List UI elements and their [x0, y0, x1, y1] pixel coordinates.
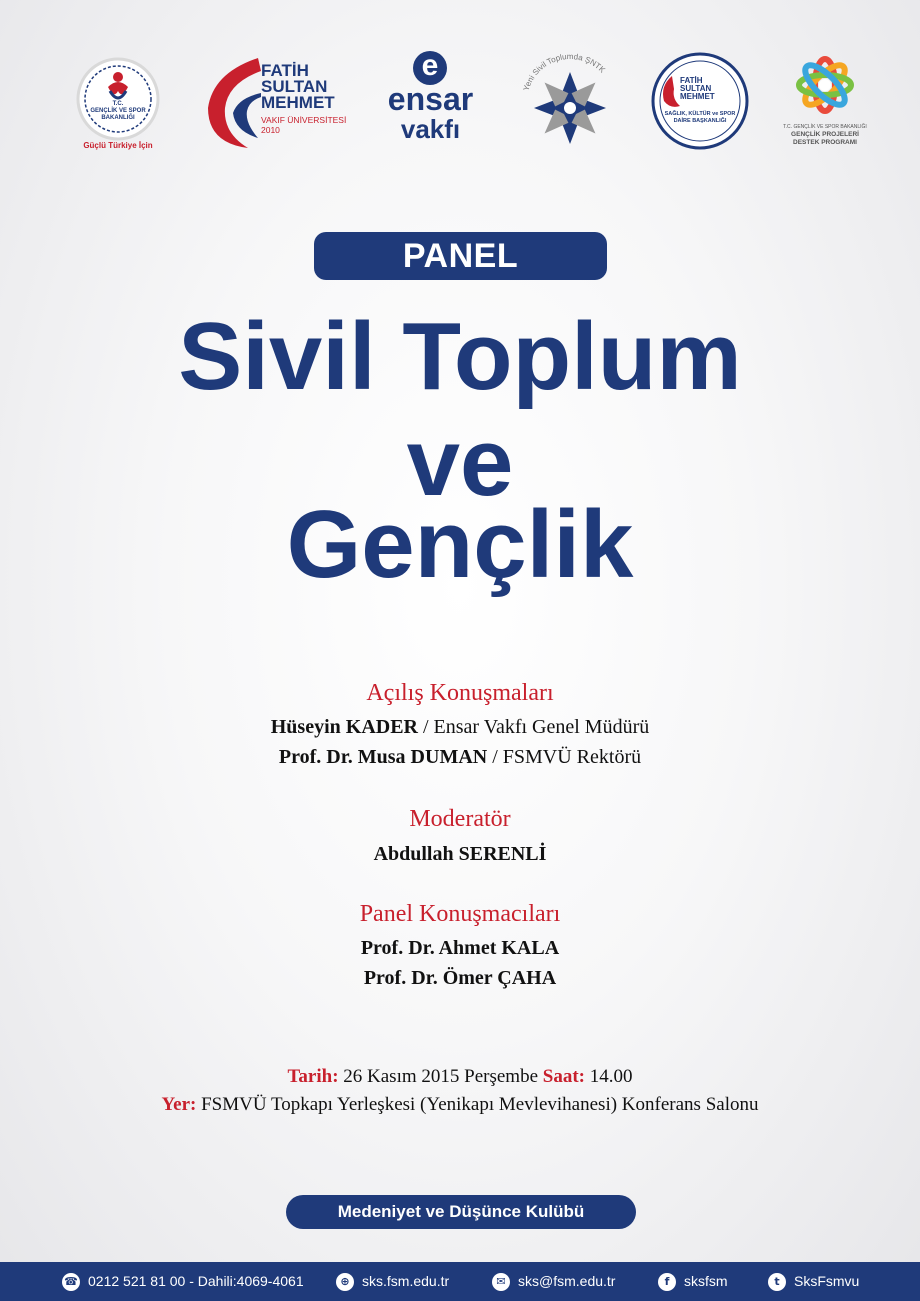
speaker-role: / FSMVÜ Rektörü	[487, 746, 642, 768]
ensar-e-mark: e	[413, 51, 447, 85]
globe-icon: ⊕	[336, 1273, 354, 1291]
time-label: Saat:	[542, 1066, 585, 1087]
twitter-icon: t	[768, 1273, 786, 1291]
sks-name1: FATİH	[680, 76, 703, 85]
facebook-icon: f	[658, 1273, 676, 1291]
place-line	[0, 1094, 920, 1116]
ensar-logo	[373, 49, 488, 153]
footer-twitter[interactable]	[768, 1262, 859, 1301]
sks-logo	[650, 51, 750, 151]
panelist-2: Prof. Dr. Ömer ÇAHA	[363, 967, 557, 989]
place-label: Yer:	[161, 1094, 197, 1115]
date-time-line	[0, 1066, 920, 1088]
twitter-text: SksFsmvu	[794, 1273, 860, 1289]
svg-text:Yeni Sivil Toplumda ŞNTK	[522, 52, 608, 92]
gpdp-line2: GENÇLİK PROJELERİ	[791, 131, 859, 138]
email-text: sks@fsm.edu.tr	[518, 1273, 616, 1289]
logo-strip	[60, 45, 870, 165]
footer-web[interactable]	[336, 1262, 449, 1301]
gsb-line3: BAKANLIĞI	[101, 115, 135, 121]
fsm-logo	[203, 53, 348, 153]
fsm-sub1: VAKIF ÜNİVERSİTESİ	[261, 115, 347, 125]
speaker-role: / Ensar Vakfı Genel Müdürü	[418, 716, 650, 738]
web-text: sks.fsm.edu.tr	[362, 1273, 450, 1289]
footer-bar	[0, 1262, 920, 1301]
time-value: 14.00	[585, 1066, 633, 1087]
mail-icon: ✉	[492, 1273, 510, 1291]
ensar-vakfi: vakfı	[400, 114, 461, 144]
footer-phone[interactable]	[62, 1262, 304, 1301]
date-label: Tarih:	[287, 1066, 339, 1087]
ensar-word: ensar	[387, 81, 474, 117]
gsb-line2: GENÇLİK VE SPOR	[90, 108, 146, 114]
panel-badge: PANEL	[314, 232, 607, 280]
phone-icon: ☎	[62, 1273, 80, 1291]
gsb-logo	[70, 55, 166, 151]
title-line-1: Sivil Toplum	[178, 303, 742, 410]
date-value: 26 Kasım 2015 Perşembe	[338, 1066, 543, 1087]
fsm-name3: MEHMET	[261, 93, 335, 112]
opening-speaker-1	[0, 716, 920, 739]
gsb-tagline: Güçlü Türkiye İçin	[83, 141, 153, 150]
speaker-name: Hüseyin KADER	[270, 716, 418, 738]
fsm-name2: SULTAN	[261, 77, 328, 96]
moderator-heading: Moderatör	[409, 806, 511, 832]
gpdp-logo	[780, 49, 870, 157]
gsb-line1: T.C.	[112, 101, 124, 107]
star-arc-text: Yeni Sivil Toplumda ŞNTK	[521, 52, 607, 92]
sks-name3: MEHMET	[680, 92, 715, 101]
sks-name2: SULTAN	[680, 84, 712, 93]
fsm-name1: FATİH	[261, 61, 309, 80]
title-line-3: Gençlik	[286, 491, 634, 598]
moderator-name: Abdullah SERENLİ	[373, 843, 547, 865]
facebook-text: sksfsm	[684, 1273, 728, 1289]
fsm-sub2: 2010	[261, 125, 280, 135]
phone-text: 0212 521 81 00 - Dahili:4069-4061	[88, 1273, 304, 1289]
gpdp-line1: T.C. GENÇLİK VE SPOR BAKANLIĞI	[783, 124, 867, 130]
opening-heading: Açılış Konuşmaları	[366, 680, 554, 706]
star-logo	[515, 50, 625, 150]
panelists-heading: Panel Konuşmacıları	[359, 901, 561, 927]
place-value: FSMVÜ Topkapı Yerleşkesi (Yenikapı Mevlevihanesi) Konferans Salonu	[196, 1094, 759, 1115]
club-badge: Medeniyet ve Düşünce Kulübü	[286, 1195, 636, 1229]
speaker-name: Prof. Dr. Musa DUMAN	[278, 746, 488, 768]
panelist-1: Prof. Dr. Ahmet KALA	[360, 937, 560, 959]
sks-dept: SAĞLIK, KÜLTÜR ve SPOR DAİRE BAŞKANLIĞI	[664, 111, 736, 124]
footer-facebook[interactable]	[658, 1262, 728, 1301]
footer-email[interactable]	[492, 1262, 615, 1301]
title-line-2: ve	[406, 409, 514, 516]
gpdp-line3: DESTEK PROGRAMI	[793, 139, 857, 146]
opening-speaker-2	[0, 746, 920, 769]
